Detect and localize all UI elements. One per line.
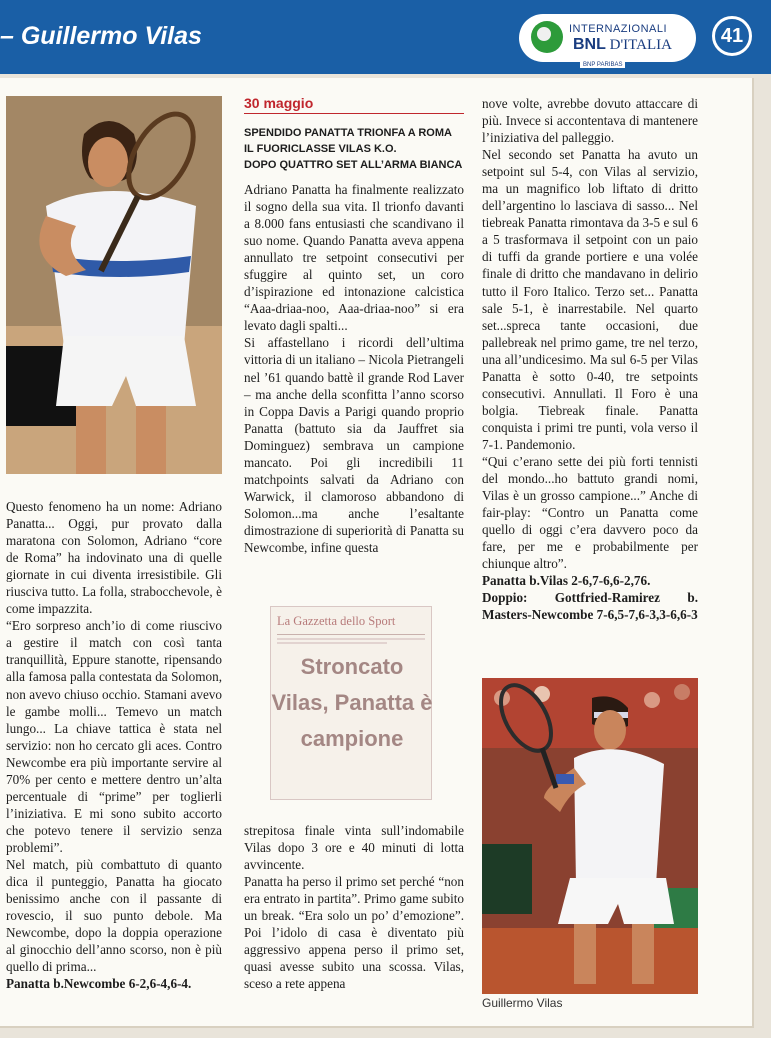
col3-result: Doppio: Gottfried-Ramirez b. Masters-Newcombe 7-6,5-7,6-3,3-6,6-3 <box>482 590 698 623</box>
col3-result: Panatta b.Vilas 2-6,7-6,6-2,76. <box>482 573 651 589</box>
article-headline <box>244 125 464 173</box>
article-date: 30 maggio <box>244 95 314 111</box>
headline-line: SPENDIDO PANATTA TRIONFA A ROMA <box>244 127 452 139</box>
gazzetta-fine-print <box>277 638 425 640</box>
column-3 <box>482 95 698 623</box>
col2-paragraph: Si affastellano i ricordi dell’ultima vittoria di un italiano – Nicola Pietrangeli nel ’61 quando battè il grande Rod Laver – ma anche della sconfitta l’anno scorso in Coppa Davis a Parigi quando proprio Panatta (battuto sia da Jauffret sia Dominguez) sembrava un campione mancato. Poi gli incredibili 11 matchpoints salvati da Adriano con Warwick, il clamoroso abbandono di Solomon...ma anche l’esaltante dimostrazione di superiorità di Panatta su Newcombe, infine questa <box>244 335 464 555</box>
column-1 <box>6 498 222 992</box>
tennis-ball-icon <box>531 21 563 53</box>
gazzetta-clipping <box>270 606 432 800</box>
col1-paragraph: “Ero sorpreso anch’io di come riuscivo a gestire il match con così tanta tranquillità, Eppure stanotte, ripensando alla famosa palla contestata da Solomon, non avevo chiuso occhio. Stamani avevo le gambe molli... Temevo un match lungo... La chiave tattica è stata nel servizio: non ho cercato gli aces. Contro Newcombe era più importante servire al 70% per cento e mettere dentro un’alta percentuale di “prime” per toglierli l’iniziativa. E mi sono subito accorto che potevo tenere il servizio senza problemi”. <box>6 618 222 855</box>
col1-paragraph: Questo fenomeno ha un nome: Adriano Panatta... Oggi, pur provato dalla maratona con Solomon, Adriano “core de Roma” ha indovinato una di quelle giornate in cui diventa irresistibile. Gli riusciva tutto. La folla, strabocchevole, è come impazzita. <box>6 499 222 617</box>
panatta-illustration <box>6 96 222 474</box>
gazzetta-rule <box>277 634 425 635</box>
headline-line: DOPO QUATTRO SET ALL’ARMA BIANCA <box>244 159 463 171</box>
page-number: 41 <box>712 16 752 56</box>
gazzetta-masthead: La Gazzetta dello Sport <box>277 614 396 628</box>
col2-paragraph: strepitosa finale vinta sull’indomabile Vilas dopo 3 ore e 40 minuti di lotta avvincente. <box>244 823 464 873</box>
vilas-photo <box>482 678 698 994</box>
column-2-bottom <box>244 822 464 992</box>
col2-paragraph: Adriano Panatta ha finalmente realizzato il sogno della sua vita. Il trionfo davanti a 8.000 fans entusiasti che scandivano il suo nome. Quando Panatta aveva appena annullato tre setpoint consecutivi per sfuggire al quinto set, un coro d’ispirazione ed intonazione calcistica “Aaa-driaa-noo, Aaa-driaa-noo” si era levato dagli spalti... <box>244 182 464 334</box>
logo-line2: BNL D'ITALIA <box>573 36 672 53</box>
vilas-illustration <box>482 678 698 994</box>
photo-caption: Guillermo Vilas <box>482 996 563 1010</box>
col3-paragraph: “Qui c’erano sette dei più forti tennisti del mondo...ho battuto grandi nomi, Vilas è un grosso campione...” Anche di fair-play: “Contro un Panatta come quello di oggi c’era davvero poco da fare, per me e probabilmente per chiunque altro”. <box>482 453 698 572</box>
col3-paragraph: nove volte, avrebbe dovuto attaccare di più. Invece si accontentava di mantenere l’iniziativa del palleggio. <box>482 96 698 146</box>
logo-line1: INTERNAZIONALI <box>569 23 668 35</box>
headline-line: IL FUORICLASSE VILAS K.O. <box>244 143 397 155</box>
header-title: – Guillermo Vilas <box>0 22 202 50</box>
page-header <box>0 0 771 74</box>
col2-paragraph: Panatta ha perso il primo set perché “non era entrato in partita”. Primo game subito un break. “Era solo un po’ d’emozione”. Poi l’idolo di casa è diventato più aggressivo appena perso il primo set, quasi avesse subito una scossa. Vilas, sceso a rete appena <box>244 874 464 992</box>
col3-paragraph: Nel secondo set Panatta ha avuto un setpoint sul 5-4, con Vilas al servizio, ma un magnifico lob liftato di dritto dell’argentino lo lasciava di sasso... Nel tiebreak Panatta rimontava da 3-5 e sul 6 a 5 trasformava il setpoint con un paio di tuffi da grande portiere e una volée finale di dritto che mandavano in delirio tutto il Foro Italico. Terzo set... Panatta sale 5-1, è inarrestabile. Nel quarto set...spreca tante occasioni, due pallebreak nel primo game, tre nel terzo, una all’undicesimo. Ma sul 6-5 per Vilas Panatta è sotto 0-40, tre setpoints consecutivi. Annullati. Il Foro è una bolgia. Tiebreak finale. Panatta conquista i primi tre punti, vola verso il 7-1. Pandemonio. <box>482 147 698 452</box>
panatta-photo <box>6 96 222 474</box>
gazzetta-fine-print <box>277 642 387 644</box>
column-2-top <box>244 181 464 556</box>
col1-paragraph: Nel match, più combattuto di quanto dica il punteggio, Panatta ha giocato benissimo anche con il passante di rovescio, il suo punto debole. Ma Newcombe, dopo la doppia operazione al ginocchio dell’anno scorso, non è più quello di prima... <box>6 856 222 975</box>
gazzetta-headline: Stroncato Vilas, Panatta è campione <box>271 654 433 751</box>
col1-result: Panatta b.Newcombe 6-2,6-4,6-4. <box>6 976 192 992</box>
internazionali-logo <box>519 14 696 62</box>
date-divider <box>244 113 464 114</box>
logo-sponsor: BNP PARIBAS <box>580 62 625 68</box>
